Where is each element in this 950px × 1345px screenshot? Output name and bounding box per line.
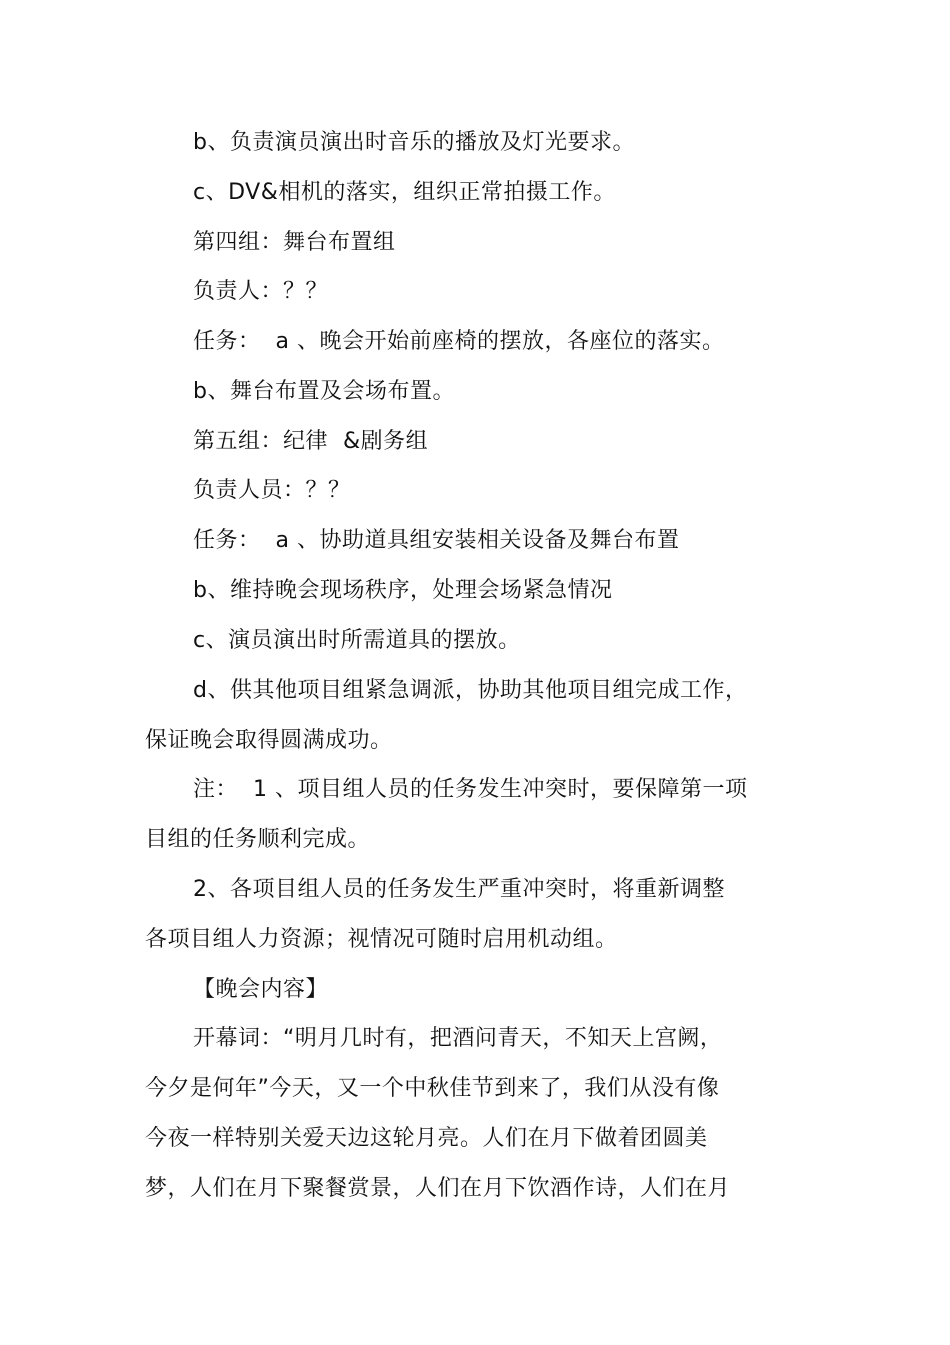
text-line: b、舞台布置及会场布置。 [193, 379, 455, 404]
text-line: b、维持晚会现场秩序，处理会场紧急情况 [193, 578, 613, 603]
text-line: 保证晚会取得圆满成功。 [145, 728, 393, 753]
text-line: 今夕是何年”今天，又一个中秋佳节到来了，我们从没有像 [145, 1076, 720, 1101]
text-line: 今夜一样特别关爱天边这轮月亮。人们在月下做着团圆美 [145, 1126, 708, 1151]
section-heading: 【晚会内容】 [193, 977, 329, 1002]
text-line: d、供其他项目组紧急调派，协助其他项目组完成工作， [193, 678, 748, 703]
note-line: 目组的任务顺利完成。 [145, 827, 371, 852]
text-line: c、演员演出时所需道具的摆放。 [193, 628, 521, 653]
section-heading: 第五组：纪律 &剧务组 [193, 429, 429, 454]
text-line: c、DV&相机的落实，组织正常拍摄工作。 [193, 180, 616, 205]
section-heading: 第四组：舞台布置组 [193, 230, 396, 255]
text-line: b、负责演员演出时音乐的播放及灯光要求。 [193, 130, 635, 155]
text-line: 任务： a 、协助道具组安装相关设备及舞台布置 [193, 528, 680, 553]
text-line: 负责人：？？ [193, 279, 329, 304]
text-line: 任务： a 、晚会开始前座椅的摆放，各座位的落实。 [193, 329, 725, 354]
text-line: 负责人员：？？ [193, 478, 351, 503]
text-line: 开幕词：“明月几时有，把酒问青天，不知天上宫阙， [193, 1026, 723, 1051]
note-line: 注： 1 、项目组人员的任务发生冲突时，要保障第一项 [193, 777, 748, 802]
text-line: 梦，人们在月下聚餐赏景，人们在月下饮酒作诗，人们在月 [145, 1176, 731, 1201]
note-line: 各项目组人力资源；视情况可随时启用机动组。 [145, 927, 618, 952]
note-line: 2、各项目组人员的任务发生严重冲突时，将重新调整 [193, 877, 725, 902]
